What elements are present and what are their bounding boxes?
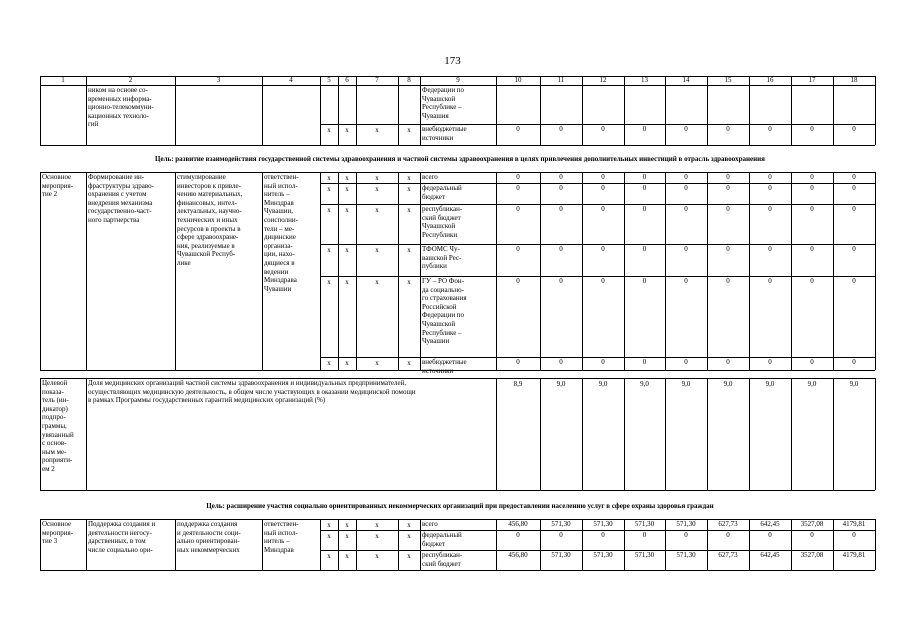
v-rule	[420, 519, 421, 570]
cell-value: 0	[684, 173, 688, 181]
responsible-executor: ответствен- ный испол- нитель – Минздрав Чувашии, соисполни- тели – ме- дицинские организа- ции, нахо- дящиеся в ведении Минздрава Чувашии	[264, 173, 299, 293]
indicator-value: 9,0	[556, 380, 566, 388]
v-rule	[40, 76, 41, 85]
v-rule	[749, 378, 750, 490]
v-rule	[320, 76, 321, 85]
cell-value: 0	[768, 245, 772, 253]
v-rule	[338, 519, 339, 570]
x-mark: x	[327, 521, 331, 529]
v-rule	[875, 378, 876, 490]
x-mark: x	[375, 126, 379, 134]
measure-name: Формирование ин- фраструктуры здраво- охранения с учетом внедрения механизма государственно-част- ного партнерства	[88, 173, 154, 224]
cell-value: 0	[559, 531, 563, 539]
cell-value: 0	[684, 245, 688, 253]
cell-value: 0	[684, 358, 688, 366]
cell-value: 0	[810, 531, 814, 539]
cell-value: 0	[516, 531, 520, 539]
indicator-label: Целевой показа- тель (ин- дикатор) подпро- граммы, увязанный с основ- ным ме- роприяти- ем 2	[42, 379, 74, 473]
x-mark: x	[327, 206, 331, 214]
x-mark: x	[407, 532, 411, 540]
cell-value: 0	[684, 531, 688, 539]
v-rule	[749, 76, 750, 85]
v-rule	[496, 76, 497, 85]
v-rule	[40, 85, 41, 145]
v-rule	[707, 519, 708, 570]
indicator-value: 8,9	[513, 380, 523, 388]
v-rule	[40, 172, 41, 370]
funding-source: всего	[422, 173, 438, 181]
cell-value: 0	[516, 205, 520, 213]
v-rule	[624, 85, 625, 145]
cell-value: 571,30	[634, 520, 655, 528]
v-rule	[791, 172, 792, 370]
cell-value: 0	[810, 277, 814, 285]
v-rule	[875, 172, 876, 370]
v-rule	[791, 519, 792, 570]
cell-value: 0	[726, 125, 730, 133]
v-rule	[707, 378, 708, 490]
cell-value: 0	[810, 245, 814, 253]
responsible-executor: ответствен- ный испол- нитель – Минздрав	[264, 520, 299, 554]
cell-value: 0	[601, 277, 605, 285]
x-mark: x	[345, 185, 349, 193]
v-rule	[665, 378, 666, 490]
cell-value: 0	[601, 125, 605, 133]
v-rule	[496, 519, 497, 570]
cell-value: 0	[684, 277, 688, 285]
x-mark: x	[327, 532, 331, 540]
column-header: 1	[61, 76, 65, 84]
cell-value: 0	[726, 277, 730, 285]
v-rule	[175, 519, 176, 570]
cell-value: 0	[726, 358, 730, 366]
column-header: 15	[724, 76, 732, 84]
measure-label: Основное мероприя- тие 2	[42, 173, 74, 199]
column-header: 11	[557, 76, 565, 84]
measure-label: Основное мероприя- тие 3	[42, 520, 74, 546]
v-rule	[496, 85, 497, 145]
v-rule	[540, 519, 541, 570]
v-rule	[665, 519, 666, 570]
cell-value: 0	[852, 531, 856, 539]
cell-value: 0	[601, 173, 605, 181]
v-rule	[665, 172, 666, 370]
cell-value: 0	[642, 173, 647, 181]
cell-value: 0	[852, 184, 856, 192]
cell-value: 0	[768, 173, 772, 181]
cell-value: 4179,81	[842, 551, 866, 559]
x-mark: x	[345, 552, 349, 560]
v-rule	[833, 76, 834, 85]
cell-value: 0	[642, 358, 647, 366]
cell-value: 0	[768, 125, 772, 133]
funding-source: республикан- ский бюджет Чувашской Республики	[422, 205, 463, 239]
measure-name: Поддержка создания и деятельности негосу- дарственных, в том числе социально ори-	[88, 520, 156, 554]
cell-value: 0	[726, 184, 730, 192]
cell-value: 4179,81	[842, 520, 866, 528]
x-mark: x	[375, 174, 379, 182]
x-mark: x	[375, 278, 379, 286]
cell-value: 0	[516, 245, 520, 253]
funding-source: всего	[422, 520, 438, 528]
cell-value: 0	[852, 245, 856, 253]
cell-value: 642,45	[760, 520, 780, 528]
h-rule	[40, 490, 875, 491]
v-rule	[582, 76, 583, 85]
v-rule	[262, 172, 263, 370]
cell-value: 0	[601, 184, 605, 192]
cell-value: 0	[642, 531, 647, 539]
funding-source: республикан- ский бюджет	[422, 551, 463, 568]
cell-value: 0	[852, 173, 856, 181]
column-header: 6	[345, 76, 349, 84]
v-rule	[875, 85, 876, 145]
v-rule	[624, 172, 625, 370]
v-rule	[420, 76, 421, 85]
cell-value: 0	[768, 531, 772, 539]
x-mark: x	[327, 278, 331, 286]
v-rule	[86, 519, 87, 570]
v-rule	[175, 172, 176, 370]
x-mark: x	[327, 246, 331, 254]
v-rule	[320, 519, 321, 570]
x-mark: x	[375, 185, 379, 193]
v-rule	[833, 378, 834, 490]
x-mark: x	[345, 174, 349, 182]
x-mark: x	[345, 246, 349, 254]
cell-value: 571,30	[634, 551, 655, 559]
v-rule	[624, 378, 625, 490]
indicator-value: 9,0	[681, 380, 691, 388]
x-mark: x	[345, 278, 349, 286]
funding-source: Федерации по Чувашской Республике – Чувашия	[422, 86, 465, 120]
v-rule	[707, 76, 708, 85]
column-header: 9	[456, 76, 460, 84]
v-rule	[540, 85, 541, 145]
x-mark: x	[345, 126, 349, 134]
funding-source: ТФОМС Чу- вашской Рес- публики	[422, 245, 462, 271]
cell-value: 0	[642, 125, 647, 133]
cell-value: 0	[516, 125, 520, 133]
v-rule	[262, 85, 263, 145]
v-rule	[582, 85, 583, 145]
column-header: 7	[375, 76, 379, 84]
v-rule	[86, 85, 87, 145]
x-mark: x	[407, 246, 411, 254]
x-mark: x	[327, 359, 331, 367]
column-header: 10	[514, 76, 522, 84]
cell-value: 0	[852, 125, 856, 133]
cell-value: 0	[516, 184, 520, 192]
v-rule	[420, 172, 421, 370]
x-mark: x	[345, 532, 349, 540]
x-mark: x	[327, 126, 331, 134]
v-rule	[665, 85, 666, 145]
v-rule	[791, 76, 792, 85]
v-rule	[875, 519, 876, 570]
cell-value: 571,30	[551, 520, 571, 528]
v-rule	[707, 85, 708, 145]
cell-value: 0	[516, 277, 520, 285]
v-rule	[540, 172, 541, 370]
h-rule	[40, 570, 875, 571]
v-rule	[398, 519, 399, 570]
cell-value: 0	[768, 205, 772, 213]
x-mark: x	[407, 359, 411, 367]
funding-source: ГУ – РО Фон- да социально- го страхования Российской Федерации по Чувашской Республике – Чувашии	[422, 277, 467, 346]
page-number: 173	[444, 55, 461, 67]
goal-heading: Цель: развитие взаимодействия государственной системы здравоохранения и частной системы здравоохранения в целях привлечения дополнительных инвестиций в отрасль здравоохранения	[155, 155, 765, 163]
cell-value: 0	[768, 184, 772, 192]
indicator-text: Доля медицинских организаций частной системы здравоохранения и индивидуальных предпринимателей, осуществляющих медицинскую деятельность, в общем числе участвующих в оказании медицинской помощи в рамках Программы государственных гарантий медицинских организаций (%)	[88, 379, 416, 405]
cell-value: 571,30	[551, 551, 571, 559]
x-mark: x	[345, 359, 349, 367]
v-rule	[356, 76, 357, 85]
x-mark: x	[327, 552, 331, 560]
funding-source: внебюджетные источники	[422, 125, 467, 142]
cell-value: 0	[559, 125, 563, 133]
indicator-value: 9,0	[765, 380, 775, 388]
cell-value: 0	[810, 205, 814, 213]
x-mark: x	[375, 359, 379, 367]
x-mark: x	[407, 552, 411, 560]
column-header: 3	[216, 76, 221, 84]
cell-value: 571,30	[593, 551, 613, 559]
v-rule	[833, 172, 834, 370]
v-rule	[356, 172, 357, 370]
x-mark: x	[345, 521, 349, 529]
cell-value: 627,73	[718, 551, 738, 559]
v-rule	[582, 172, 583, 370]
cell-value: 0	[810, 173, 814, 181]
cell-value: 0	[852, 358, 856, 366]
column-header: 16	[766, 76, 774, 84]
cell-value: 0	[642, 245, 647, 253]
x-mark: x	[375, 206, 379, 214]
x-mark: x	[407, 185, 411, 193]
cell-value: 0	[684, 205, 688, 213]
cell-value: 0	[726, 173, 730, 181]
cell-value: 642,45	[760, 551, 780, 559]
column-header: 18	[850, 76, 858, 84]
v-rule	[540, 378, 541, 490]
measure-description: поддержка создания и деятельности соци- ально ориентирован- ных некоммерческих	[177, 520, 241, 554]
cell-value: 456,80	[508, 551, 528, 559]
funding-source: федеральный бюджет	[422, 531, 462, 548]
x-mark: x	[327, 185, 331, 193]
cell-value: 0	[516, 173, 520, 181]
cell-value: 0	[601, 531, 605, 539]
v-rule	[40, 378, 41, 490]
x-mark: x	[375, 246, 379, 254]
cell-value: 0	[684, 184, 688, 192]
cell-value: 0	[726, 245, 730, 253]
cell-value: 0	[601, 358, 605, 366]
cell-value: 0	[684, 125, 688, 133]
cell-value: 0	[559, 184, 563, 192]
funding-source: внебюджетные источники	[422, 358, 467, 375]
cell-value: 0	[642, 205, 647, 213]
measure-description: стимулирование инвесторов к привле- чению материальных, финансовых, интел- лектуальных, научно- технических и иных ресурсов в проекты в сфере здравоохране- ния, реализуемые в Чувашской Респуб- лике	[177, 173, 243, 267]
cell-value: 0	[559, 358, 563, 366]
cell-value: 0	[810, 125, 814, 133]
cell-value: 627,73	[718, 520, 738, 528]
x-mark: x	[407, 206, 411, 214]
column-header: 4	[289, 76, 293, 84]
v-rule	[320, 172, 321, 370]
v-rule	[833, 85, 834, 145]
x-mark: x	[327, 174, 331, 182]
v-rule	[356, 85, 357, 145]
v-rule	[707, 172, 708, 370]
h-rule	[40, 145, 875, 146]
cell-value: 456,80	[508, 520, 528, 528]
column-header: 2	[128, 76, 133, 84]
column-header: 5	[327, 76, 331, 84]
v-rule	[624, 519, 625, 570]
cell-value: 0	[768, 358, 772, 366]
v-rule	[624, 76, 625, 85]
v-rule	[40, 519, 41, 570]
v-rule	[791, 378, 792, 490]
v-rule	[582, 519, 583, 570]
v-rule	[175, 76, 176, 85]
cell-value: 0	[726, 205, 730, 213]
v-rule	[262, 519, 263, 570]
x-mark: x	[345, 206, 349, 214]
v-rule	[338, 76, 339, 85]
x-mark: x	[407, 174, 411, 182]
column-header: 17	[808, 76, 816, 84]
v-rule	[398, 85, 399, 145]
v-rule	[833, 519, 834, 570]
cell-value: 0	[642, 184, 647, 192]
cell-value: 0	[726, 531, 730, 539]
indicator-value: 9,0	[640, 380, 649, 388]
cell-value: 0	[516, 358, 520, 366]
cell-value: 0	[852, 205, 856, 213]
v-rule	[540, 76, 541, 85]
indicator-value: 9,0	[723, 380, 733, 388]
indicator-value: 9,0	[598, 380, 608, 388]
v-rule	[175, 85, 176, 145]
cell-value: 0	[559, 205, 563, 213]
funding-source: федеральный бюджет	[422, 184, 462, 201]
x-mark: x	[375, 532, 379, 540]
cell-value: 0	[601, 245, 605, 253]
indicator-value: 9,0	[849, 380, 859, 388]
cell-value: 0	[642, 277, 647, 285]
column-header: 13	[641, 76, 648, 84]
cell-value: 0	[852, 277, 856, 285]
v-rule	[875, 76, 876, 85]
goal-heading: Цель: расширение участия социально ориентированных некоммерческих организаций при предоставлении населению услуг в сфере охраны здоровья граждан	[206, 502, 714, 510]
cell-value: 3527,08	[800, 551, 824, 559]
v-rule	[262, 76, 263, 85]
v-rule	[749, 85, 750, 145]
indicator-value: 9,0	[807, 380, 817, 388]
v-rule	[338, 172, 339, 370]
cell-value: 0	[559, 173, 563, 181]
x-mark: x	[407, 278, 411, 286]
column-header: 8	[407, 76, 411, 84]
x-mark: x	[375, 552, 379, 560]
cell-value: 0	[810, 358, 814, 366]
cell-value: 3527,08	[800, 520, 824, 528]
cell-value: 0	[768, 277, 772, 285]
v-rule	[582, 378, 583, 490]
cell-value: 0	[810, 184, 814, 192]
v-rule	[496, 378, 497, 490]
v-rule	[496, 172, 497, 370]
v-rule	[398, 172, 399, 370]
continued-text: ником на основе со- временных информа- ционно-телекоммуни- кационных техноло- гий	[88, 86, 154, 129]
v-rule	[320, 85, 321, 145]
v-rule	[356, 519, 357, 570]
cell-value: 571,30	[676, 520, 696, 528]
v-rule	[86, 172, 87, 370]
column-header: 12	[599, 76, 607, 84]
v-rule	[86, 76, 87, 85]
cell-value: 0	[559, 245, 563, 253]
v-rule	[665, 76, 666, 85]
x-mark: x	[407, 521, 411, 529]
cell-value: 0	[559, 277, 563, 285]
v-rule	[420, 85, 421, 145]
x-mark: x	[375, 521, 379, 529]
v-rule	[86, 378, 87, 490]
v-rule	[749, 519, 750, 570]
v-rule	[398, 76, 399, 85]
column-header: 14	[682, 76, 690, 84]
v-rule	[338, 85, 339, 145]
cell-value: 571,30	[593, 520, 613, 528]
v-rule	[749, 172, 750, 370]
v-rule	[791, 85, 792, 145]
x-mark: x	[407, 126, 411, 134]
cell-value: 0	[601, 205, 605, 213]
cell-value: 571,30	[676, 551, 696, 559]
